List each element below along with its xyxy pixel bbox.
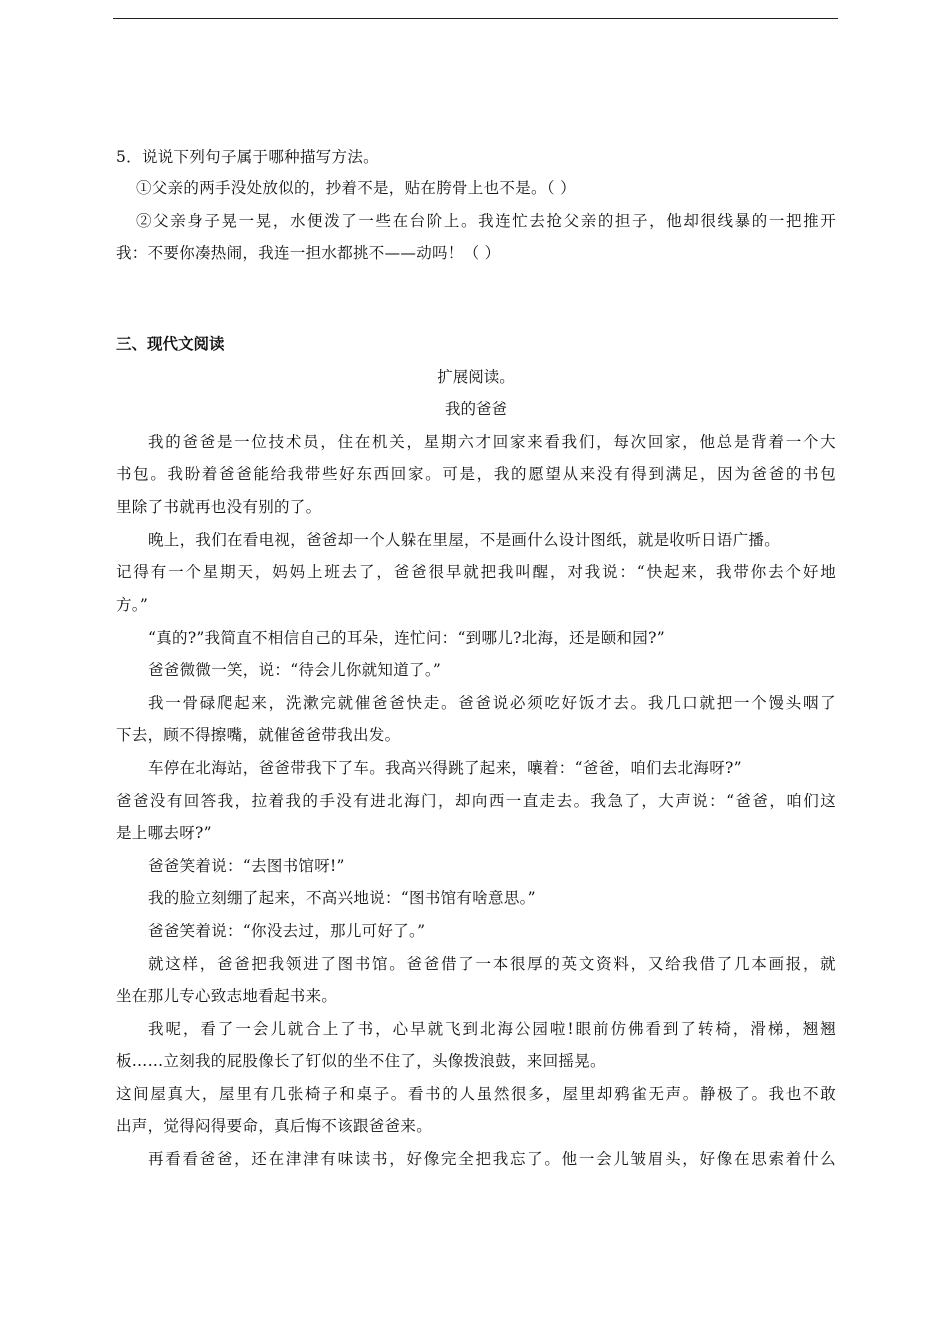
story-line: 我的爸爸是一位技术员，住在机关，星期六才回家来看我们，每次回家，他总是背着一个大: [148, 433, 836, 451]
question-5-item-2-line-2: 我：不要你凑热闹，我连一担水都挑不——动吗！（ ）: [116, 244, 501, 262]
story-line: 车停在北海站，爸爸带我下了车。我高兴得跳了起来，嚷着：“爸爸，咱们去北海呀?”: [148, 759, 742, 777]
story-line: 板……立刻我的屁股像长了钉似的坐不住了，头像拨浪鼓，来回摇晃。: [116, 1052, 606, 1070]
section-heading: 三、现代文阅读: [116, 335, 225, 353]
header-rule: [113, 18, 838, 19]
story-line: “真的?”我简直不相信自己的耳朵，连忙问：“到哪儿?北海，还是颐和园?”: [148, 629, 665, 647]
story-line: 我呢，看了一会儿就合上了书，心早就飞到北海公园啦!眼前仿佛看到了转椅，滑梯，翘翘: [148, 1020, 836, 1038]
story-line: 这间屋真大，屋里有几张椅子和桌子。看书的人虽然很多，屋里却鸦雀无声。静极了。我也不敢: [116, 1085, 836, 1103]
story-line: 是上哪去呀?”: [116, 824, 212, 842]
story-line: 我一骨碌爬起来，洗漱完就催爸爸快走。爸爸说必须吃好饭才去。我几口就把一个馒头咽了: [148, 694, 836, 712]
story-line: 里除了书就再也没有别的了。: [116, 498, 322, 516]
question-5-item-2-line-1: ②父亲身子晃一晃，水便泼了一些在台阶上。我连忙去抢父亲的担子，他却很线暴的一把推开: [136, 212, 836, 230]
question-5-item-1: ①父亲的两手没处放似的，抄着不是，贴在胯骨上也不是。（ ）: [136, 179, 576, 197]
section-subtitle: 扩展阅读。: [437, 368, 515, 386]
story-line: 爸爸笑着说：“你没去过，那儿可好了。”: [148, 922, 426, 940]
story-line: 记得有一个星期天，妈妈上班去了，爸爸很早就把我叫醒，对我说：“快起来，我带你去个好地: [116, 563, 836, 581]
story-line: 我的脸立刻绷了起来，不高兴地说：“图书馆有啥意思。”: [148, 889, 536, 907]
story-line: 爸爸微微一笑，说：“待会儿你就知道了。”: [148, 661, 442, 679]
story-title: 我的爸爸: [444, 400, 507, 418]
story-line: 坐在那儿专心致志地看起书来。: [116, 987, 338, 1005]
story-line: 爸爸笑着说：“去图书馆呀!”: [148, 857, 345, 875]
story-line: 就这样，爸爸把我领进了图书馆。爸爸借了一本很厚的英文资料，又给我借了几本画报，就: [148, 955, 836, 973]
story-line: 爸爸没有回答我，拉着我的手没有进北海门，却向西一直走去。我急了，大声说：“爸爸，咱们这: [116, 792, 836, 810]
story-line: 下去，顾不得擦嘴，就催爸爸带我出发。: [116, 726, 401, 744]
story-line: 再看看爸爸，还在津津有味读书，好像完全把我忘了。他一会儿皱眉头，好像在思索着什么: [148, 1150, 836, 1168]
story-line: 方。”: [116, 596, 149, 614]
story-line: 出声，觉得闷得要命，真后悔不该跟爸爸来。: [116, 1117, 433, 1135]
story-line: 书包。我盼着爸爸能给我带些好东西回家。可是，我的愿望从来没有得到满足，因为爸爸的书包: [116, 465, 836, 483]
story-line: 晚上，我们在看电视，爸爸却一个人躲在里屋，不是画什么设计图纸，就是收听日语广播。: [148, 531, 781, 549]
question-5-title: 5．说说下列句子属于哪种描写方法。: [116, 148, 379, 166]
